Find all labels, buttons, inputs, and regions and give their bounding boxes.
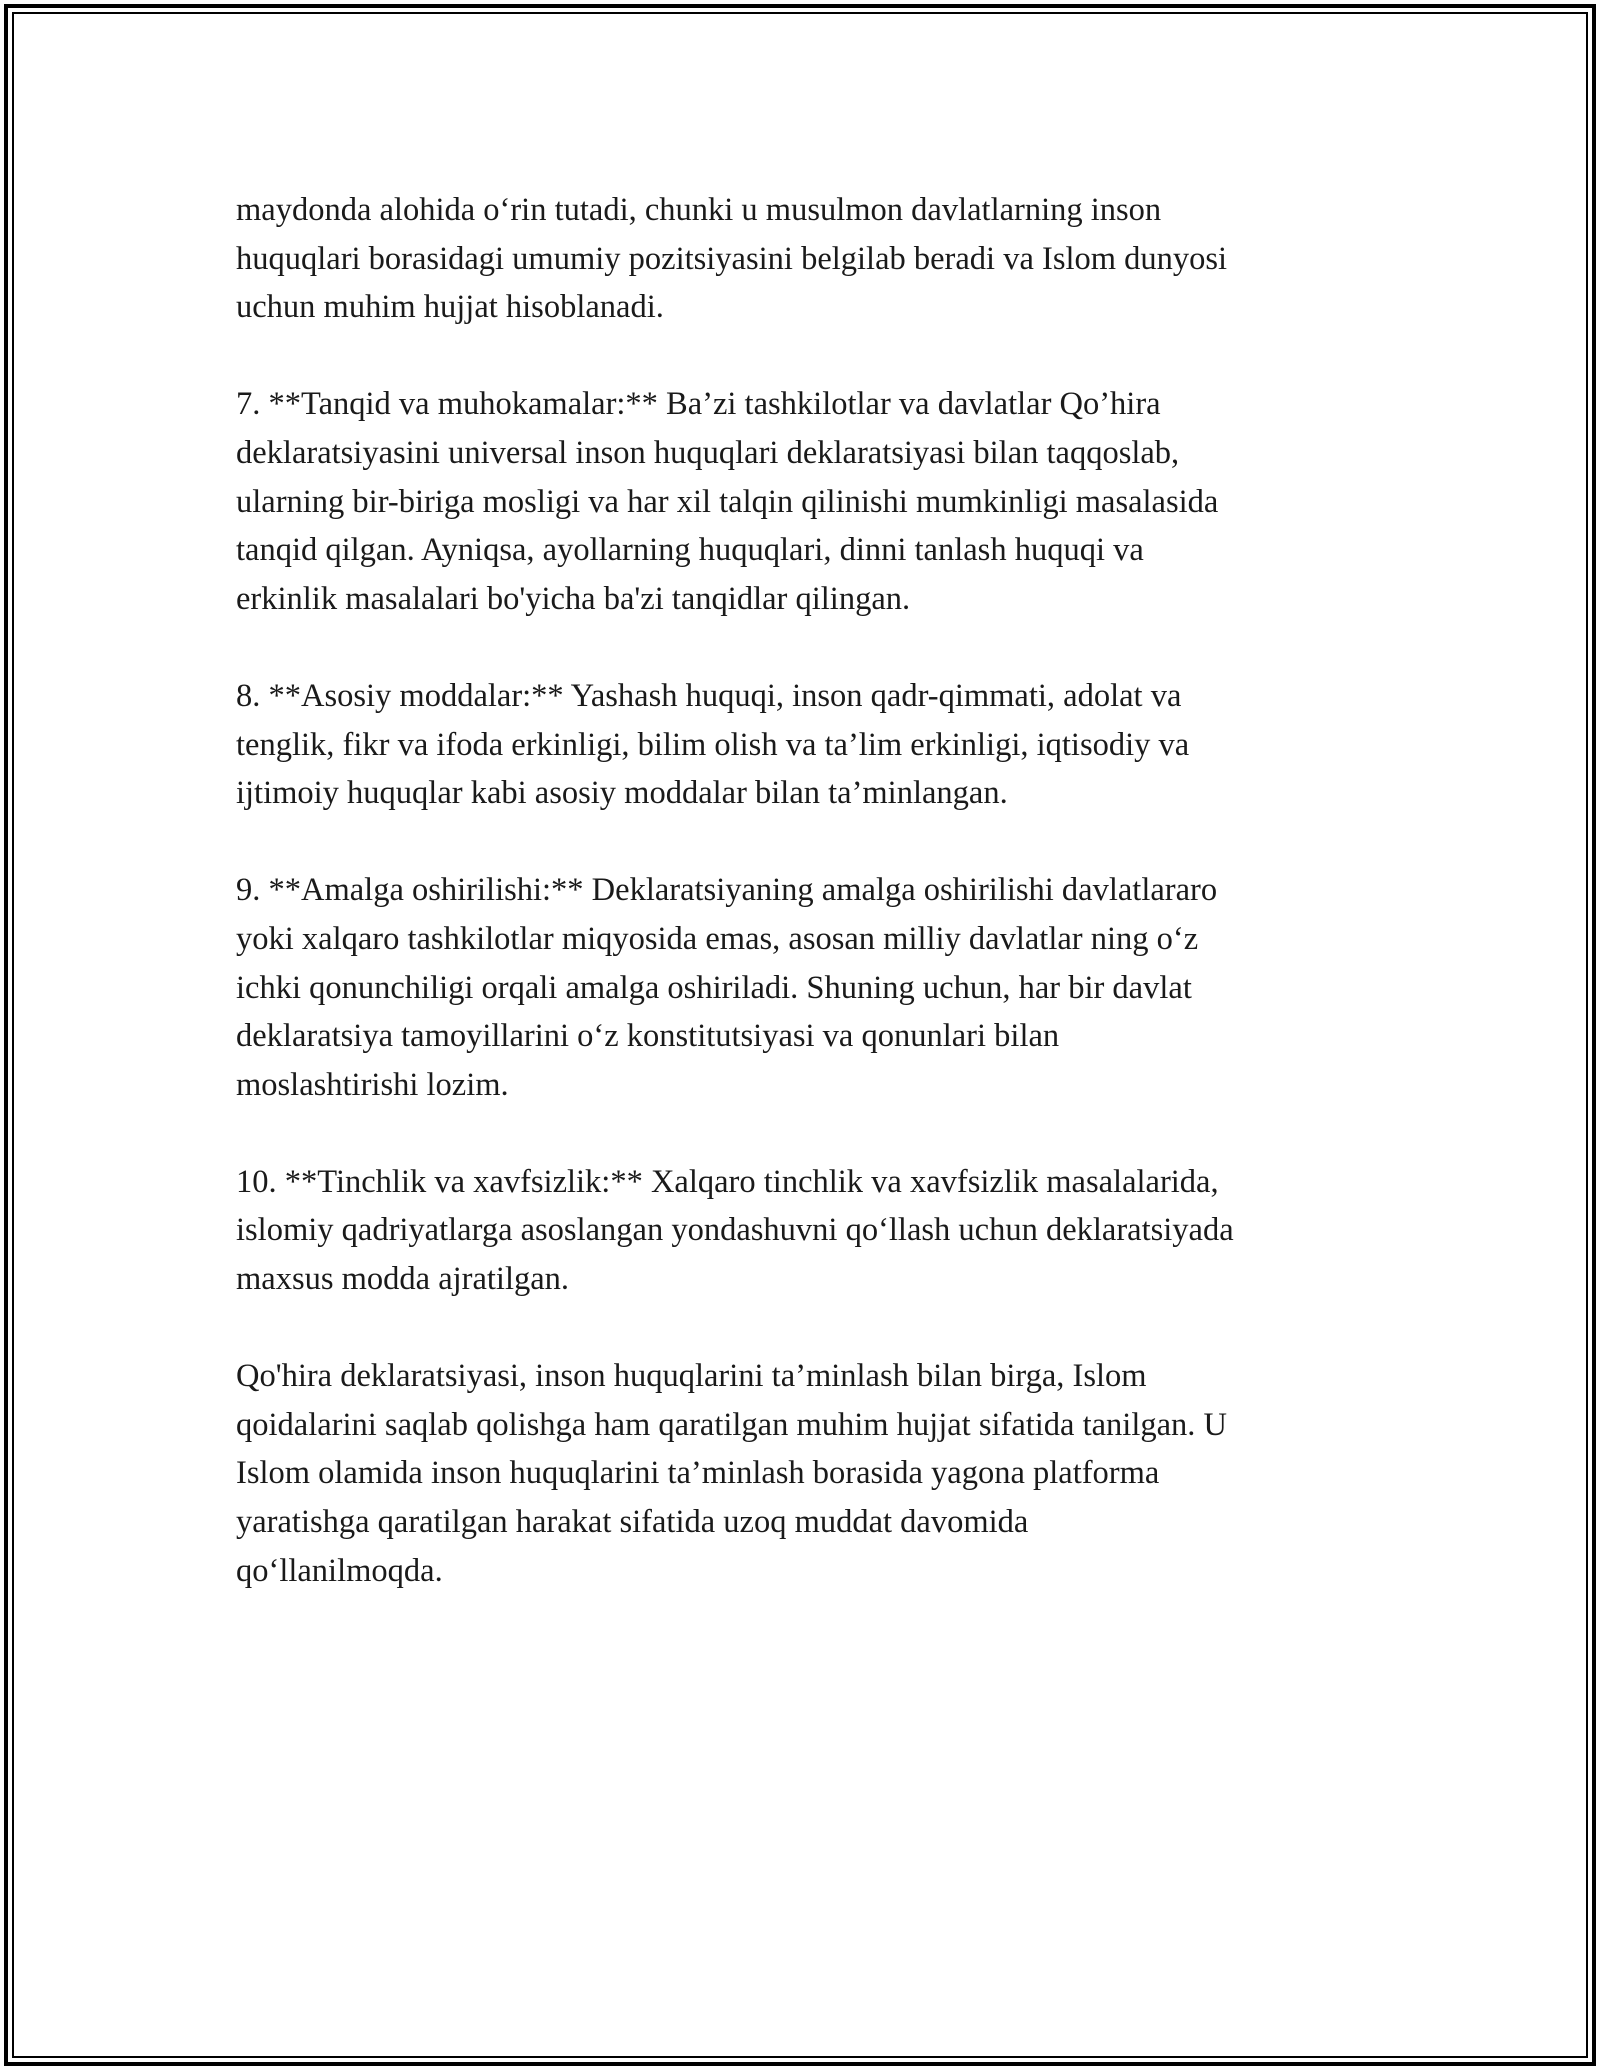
paragraph-item-7: [236, 380, 1386, 623]
text-line: yoki xalqaro tashkilotlar miqyosida emas, asosan milliy davlatlar ning o‘z: [236, 920, 1199, 957]
text-line: maydonda alohida o‘rin tutadi, chunki u musulmon davlatlarning inson: [236, 192, 1162, 228]
text-line: tanqid qilgan. Ayniqsa, ayollarning huquqlari, dinni tanlash huquqi va: [236, 532, 1144, 569]
text-line: ularning bir-biriga mosligi va har xil talqin qilinishi mumkinligi masalasida: [236, 483, 1219, 520]
paragraph-conclusion: [236, 1352, 1386, 1595]
text-line: huquqlari borasidagi umumiy pozitsiyasini belgilab beradi va Islom dunyosi: [236, 240, 1228, 277]
text-line: Islom olamida inson huquqlarini ta’minlash borasida yagona platforma: [236, 1455, 1160, 1492]
text-line: yaratishga qaratilgan harakat sifatida uzoq muddat davomida: [236, 1504, 1029, 1541]
text-line: deklaratsiya tamoyillarini o‘z konstitutsiyasi va qonunlari bilan: [236, 1018, 1060, 1055]
text-line: ijtimoiy huquqlar kabi asosiy moddalar bilan ta’minlangan.: [236, 775, 1008, 812]
paragraph-item-9: [236, 866, 1386, 1109]
text-line: moslashtirishi lozim.: [236, 1066, 509, 1103]
text-line: erkinlik masalalari bo'yicha ba'zi tanqidlar qilingan.: [236, 580, 911, 617]
text-line: 7. **Tanqid va muhokamalar:** Ba’zi tashkilotlar va davlatlar Qo’hira: [236, 386, 1161, 423]
text-line: ichki qonunchiligi orqali amalga oshiriladi. Shuning uchun, har bir davlat: [236, 969, 1192, 1006]
text-line: 8. **Asosiy moddalar:** Yashash huquqi, inson qadr-qimmati, adolat va: [236, 677, 1182, 714]
text-line: qoidalarini saqlab qolishga ham qaratilgan muhim hujjat sifatida tanilgan. U: [236, 1406, 1228, 1443]
text-line: uchun muhim hujjat hisoblanadi.: [236, 289, 664, 326]
text-line: qo‘llanilmoqda.: [236, 1552, 443, 1589]
text-line: deklaratsiyasini universal inson huquqlari deklaratsiyasi bilan taqqoslab,: [236, 434, 1180, 471]
text-line: 10. **Tinchlik va xavfsizlik:** Xalqaro tinchlik va xavfsizlik masalalarida,: [236, 1163, 1219, 1200]
text-line: maxsus modda ajratilgan.: [236, 1261, 570, 1298]
text-line: tenglik, fikr va ifoda erkinligi, bilim olish va ta’lim erkinligi, iqtisodiy va: [236, 726, 1190, 763]
paragraph-intro-continuation: [236, 186, 1386, 332]
text-line: islomiy qadriyatlarga asoslangan yondashuvni qo‘llash uchun deklaratsiyada: [236, 1212, 1234, 1249]
text-line: 9. **Amalga oshirilishi:** Deklaratsiyaning amalga oshirilishi davlatlararo: [236, 872, 1218, 909]
paragraph-item-8: [236, 672, 1386, 818]
paragraph-item-10: [236, 1158, 1386, 1304]
document-body: [236, 186, 1386, 1644]
text-line: Qo'hira deklaratsiyasi, inson huquqlarini ta’minlash bilan birga, Islom: [236, 1358, 1147, 1395]
